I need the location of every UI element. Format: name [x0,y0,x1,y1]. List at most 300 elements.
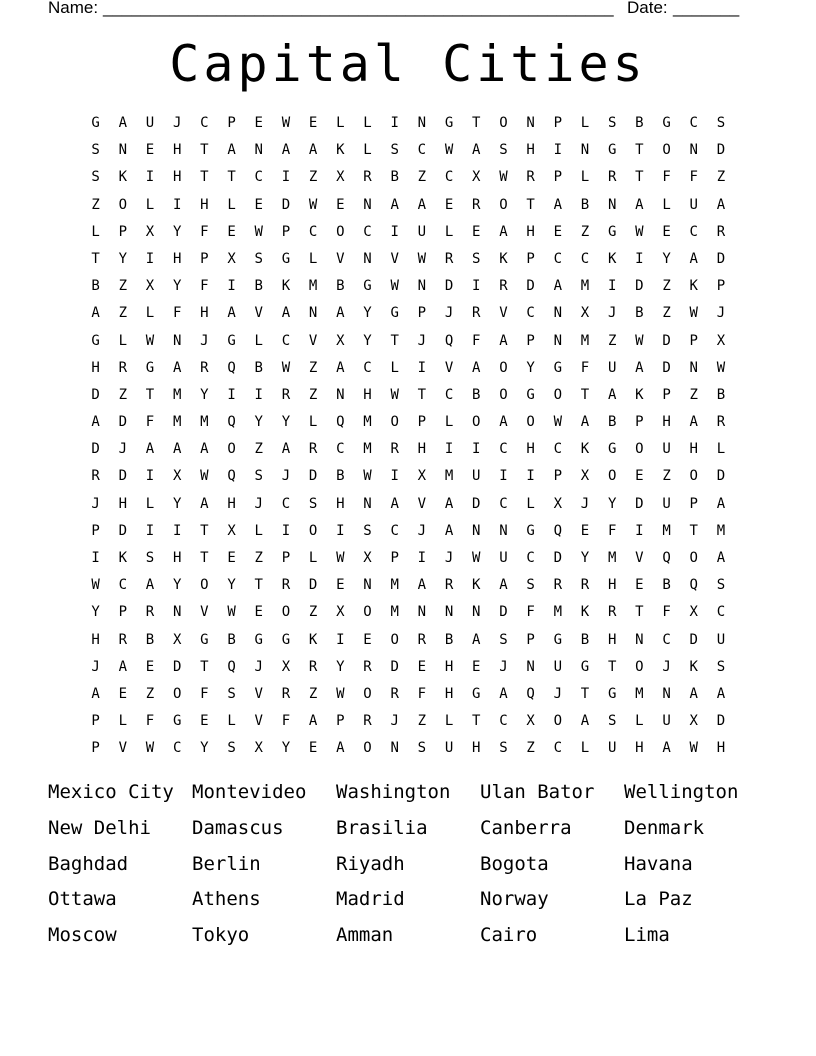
grid-letter: B [145,631,155,648]
grid-letter: H [200,196,209,213]
grid-letter: A [118,658,127,675]
grid-letter: A [227,305,236,322]
grid-letter: C [363,359,372,376]
grid-letter: N [553,305,562,322]
grid-row [82,436,742,463]
grid-letter: C [281,332,291,349]
grid-letter: Z [417,169,427,186]
grid-row [82,355,742,382]
grid-letter: S [254,250,263,267]
grid-letter: N [118,142,127,159]
grid-letter: N [363,577,372,594]
grid-letter: P [553,468,562,485]
grid-letter: X [281,658,291,675]
word-bank-item: Amman [336,924,394,947]
grid-row [82,409,742,436]
grid-letter: A [417,196,427,213]
grid-letter: I [281,169,291,186]
grid-letter: H [91,359,100,376]
grid-row [82,137,742,164]
grid-letter: J [254,495,263,512]
grid-letter: N [390,740,399,757]
grid-letter: U [553,658,562,675]
grid-letter: L [145,495,155,512]
grid-letter: O [172,685,182,702]
grid-letter: R [716,223,726,240]
grid-letter: O [553,713,562,730]
grid-letter: T [417,386,427,403]
grid-letter: I [635,250,644,267]
grid-letter: A [336,740,345,757]
grid-letter: L [254,332,263,349]
grid-letter: E [553,223,562,240]
grid-letter: R [200,359,209,376]
grid-letter: Y [662,250,671,267]
grid-letter: T [689,522,698,539]
grid-letter: Z [118,278,127,295]
grid-letter: P [91,522,100,539]
grid-letter: A [472,359,481,376]
grid-letter: H [227,495,236,512]
grid-letter: C [444,169,454,186]
grid-row [82,708,742,735]
grid-letter: G [91,332,100,349]
grid-letter: S [499,631,508,648]
word-bank-item: Baghdad [48,852,129,875]
word-bank-item: Ulan Bator [480,781,595,803]
grid-letter: W [363,468,372,485]
grid-letter: X [336,332,345,349]
grid-letter: O [336,223,345,240]
grid-letter: R [607,604,617,621]
word-bank-item: Damascus [192,816,284,839]
letter-grid [82,110,742,770]
name-label: Name: [48,0,99,17]
grid-letter: E [254,115,263,131]
grid-letter: R [580,577,590,594]
grid-letter: S [145,550,155,566]
grid-letter: J [118,441,127,458]
grid-letter: H [91,631,100,648]
grid-letter: O [363,740,372,757]
grid-letter: S [526,577,535,594]
word-bank-item: Wellington [624,781,739,803]
grid-letter: R [363,169,372,186]
grid-row [82,735,742,762]
grid-letter: A [580,713,590,730]
grid-letter: F [526,604,535,621]
grid-letter: S [417,740,427,757]
grid-letter: W [472,550,481,566]
grid-letter: I [553,142,562,159]
grid-letter: Z [254,441,263,458]
word-bank-item: Washington [336,781,451,803]
grid-letter: G [662,115,671,131]
grid-letter: E [635,577,644,594]
grid-letter: P [553,169,562,186]
grid-letter: V [254,685,263,702]
word-bank-item: Denmark [624,816,705,839]
grid-letter: L [444,414,454,431]
grid-letter: H [363,386,372,403]
grid-letter: I [336,522,345,539]
grid-letter: W [390,386,399,403]
grid-letter: A [281,441,291,458]
grid-letter: Y [363,332,372,349]
grid-letter: X [254,740,263,757]
grid-letter: C [499,441,508,458]
grid-letter: I [390,223,399,240]
grid-letter: J [254,658,263,675]
grid-letter: E [336,577,345,594]
grid-letter: E [417,658,427,675]
grid-letter: G [607,441,617,458]
word-bank-item: Tokyo [192,924,250,947]
grid-letter: I [390,115,399,131]
grid-letter: Z [254,550,263,566]
grid-letter: M [444,468,454,485]
grid-letter: A [281,305,291,322]
grid-row [82,545,742,572]
grid-letter: I [444,441,454,458]
grid-letter: O [689,468,698,485]
grid-letter: T [200,142,209,159]
grid-letter: Z [91,196,100,213]
grid-letter: M [200,414,209,431]
grid-letter: L [118,332,127,349]
grid-letter: O [499,359,508,376]
grid-letter: R [607,169,617,186]
grid-letter: K [689,658,698,675]
grid-letter: L [145,196,155,213]
grid-letter: Y [254,414,263,431]
grid-letter: E [662,223,671,240]
grid-letter: V [336,250,345,267]
grid-letter: B [635,305,644,322]
grid-letter: O [499,386,508,403]
grid-letter: T [200,522,209,539]
grid-letter: P [281,550,291,566]
grid-letter: A [91,685,100,702]
grid-letter: C [580,250,590,267]
grid-letter: Y [363,305,372,322]
word-bank-item: Cairo [480,924,538,947]
grid-letter: B [254,359,263,376]
grid-letter: A [308,142,318,159]
grid-letter: T [580,685,590,702]
grid-letter: Q [227,658,236,675]
grid-letter: E [308,740,318,757]
grid-letter: Q [227,414,236,431]
grid-letter: B [254,278,263,295]
grid-letter: G [390,305,399,322]
grid-letter: X [336,169,345,186]
grid-letter: H [635,740,644,757]
grid-letter: H [716,740,726,757]
grid-letter: P [635,414,644,431]
grid-letter: A [308,713,318,730]
grid-letter: P [227,115,236,131]
grid-letter: C [336,441,345,458]
grid-letter: J [580,495,590,512]
grid-letter: V [635,550,644,566]
grid-letter: F [417,685,427,702]
grid-letter: K [281,278,291,295]
grid-letter: Q [227,468,236,485]
grid-letter: B [580,631,590,648]
grid-letter: S [607,713,617,730]
grid-letter: I [227,386,236,403]
grid-letter: I [526,468,535,485]
grid-letter: A [227,142,236,159]
grid-letter: R [118,631,127,648]
grid-letter: C [689,115,698,131]
grid-letter: L [635,713,644,730]
grid-letter: D [308,577,318,594]
name-line: ______________________________________________________ [103,0,614,17]
grid-letter: E [200,713,209,730]
grid-letter: R [526,169,535,186]
grid-letter: I [472,441,481,458]
grid-letter: M [390,604,399,621]
grid-letter: W [91,577,100,594]
grid-letter: X [417,468,427,485]
grid-letter: N [635,631,644,648]
grid-letter: G [172,713,182,730]
grid-letter: F [200,223,209,240]
grid-letter: O [390,414,399,431]
word-bank-item: Athens [192,888,261,911]
grid-letter: A [607,386,617,403]
grid-letter: D [91,441,100,458]
grid-letter: U [662,495,671,512]
grid-letter: D [91,386,100,403]
grid-letter: G [363,278,372,295]
grid-letter: B [472,386,481,403]
grid-letter: W [635,332,644,349]
grid-letter: A [689,250,698,267]
grid-letter: I [417,359,427,376]
grid-letter: A [716,196,726,213]
grid-row [82,246,742,273]
grid-letter: M [635,685,644,702]
grid-letter: G [553,631,562,648]
word-bank-item: Madrid [336,888,405,911]
grid-letter: L [363,142,372,159]
grid-letter: H [689,441,698,458]
grid-letter: Y [200,740,209,757]
grid-letter: Y [172,223,182,240]
grid-letter: D [118,414,127,431]
grid-letter: H [336,495,345,512]
grid-letter: F [689,169,698,186]
grid-letter: D [716,713,726,730]
grid-letter: A [172,359,182,376]
grid-letter: M [580,332,590,349]
grid-letter: W [281,115,291,131]
word-bank-item: Havana [624,852,693,875]
grid-letter: A [716,495,726,512]
grid-letter: A [200,441,209,458]
grid-letter: P [91,740,100,757]
grid-letter: S [472,250,481,267]
grid-letter: X [336,604,345,621]
grid-letter: P [526,631,535,648]
grid-letter: I [254,386,263,403]
grid-letter: D [118,522,127,539]
grid-letter: D [635,495,644,512]
grid-letter: X [227,522,236,539]
grid-letter: M [172,386,182,403]
grid-letter: E [363,631,372,648]
grid-letter: F [200,278,209,295]
grid-letter: C [553,740,562,757]
grid-letter: X [145,278,155,295]
grid-letter: U [716,631,726,648]
grid-letter: O [526,414,535,431]
grid-letter: K [580,441,590,458]
grid-letter: J [417,332,427,349]
grid-letter: S [716,577,726,594]
grid-letter: X [689,713,698,730]
grid-letter: P [526,250,535,267]
grid-letter: V [254,713,263,730]
grid-letter: W [635,223,644,240]
grid-letter: T [580,386,590,403]
grid-letter: A [390,495,399,512]
grid-letter: G [472,685,481,702]
grid-letter: C [553,250,562,267]
grid-letter: W [145,332,155,349]
grid-letter: K [118,169,127,186]
grid-letter: A [689,414,698,431]
grid-letter: H [444,685,454,702]
grid-letter: D [118,468,127,485]
grid-letter: P [336,713,345,730]
grid-letter: A [716,550,726,566]
grid-letter: M [716,522,726,539]
grid-letter: K [118,550,127,566]
grid-letter: E [580,522,590,539]
grid-letter: W [200,468,209,485]
word-bank-item: Bogota [480,852,549,875]
grid-row [82,681,742,708]
grid-letter: S [227,685,236,702]
grid-row [82,192,742,219]
grid-letter: B [662,577,671,594]
grid-letter: A [635,196,644,213]
grid-letter: W [689,740,698,757]
grid-letter: W [336,685,345,702]
grid-letter: Y [91,604,100,621]
grid-row [82,654,742,681]
grid-letter: M [662,522,671,539]
grid-letter: U [444,740,454,757]
grid-letter: R [281,685,291,702]
grid-letter: R [281,577,291,594]
grid-letter: P [91,713,100,730]
grid-letter: R [145,604,155,621]
grid-letter: P [417,305,427,322]
grid-letter: V [417,495,427,512]
grid-letter: S [227,740,236,757]
grid-letter: S [254,468,263,485]
grid-letter: Z [308,359,318,376]
grid-letter: K [635,386,644,403]
grid-letter: R [363,658,372,675]
grid-letter: K [308,631,318,648]
grid-letter: Y [580,550,590,566]
grid-letter: D [716,468,726,485]
grid-letter: Z [662,468,671,485]
grid-letter: N [689,359,698,376]
grid-letter: A [499,223,508,240]
grid-letter: N [580,142,590,159]
grid-letter: A [499,332,508,349]
grid-letter: D [499,604,508,621]
grid-letter: U [662,441,671,458]
grid-letter: P [689,495,698,512]
grid-letter: A [662,740,671,757]
grid-letter: Z [526,740,535,757]
grid-letter: D [553,550,562,566]
grid-letter: N [172,332,182,349]
grid-letter: N [444,604,454,621]
word-bank-item: Brasilia [336,816,428,839]
grid-letter: H [118,495,127,512]
grid-letter: E [308,115,318,131]
grid-letter: D [390,658,399,675]
grid-letter: A [689,685,698,702]
grid-letter: O [499,115,508,131]
grid-letter: O [689,550,698,566]
grid-letter: P [689,332,698,349]
word-bank [48,776,768,955]
grid-letter: L [390,359,399,376]
grid-letter: P [716,278,726,295]
grid-row [82,627,742,654]
grid-letter: B [336,468,345,485]
grid-letter: Q [662,550,671,566]
grid-letter: Y [200,386,209,403]
grid-letter: W [308,196,318,213]
grid-letter: C [281,495,291,512]
grid-letter: X [172,631,182,648]
grid-letter: X [580,468,590,485]
grid-letter: W [145,740,155,757]
grid-letter: N [336,386,345,403]
grid-letter: Z [308,685,318,702]
grid-letter: Q [526,685,535,702]
grid-row [82,572,742,599]
grid-letter: A [553,278,562,295]
date-label: Date: [627,0,668,17]
grid-letter: E [444,196,454,213]
word-bank-item: La Paz [624,888,693,911]
grid-letter: N [472,522,481,539]
grid-letter: B [336,278,345,295]
grid-letter: L [308,414,318,431]
grid-letter: I [91,550,100,566]
grid-letter: P [662,386,671,403]
grid-letter: Z [145,685,155,702]
grid-letter: O [607,468,617,485]
grid-letter: Z [662,305,671,322]
grid-letter: P [390,550,399,566]
grid-letter: X [689,604,698,621]
grid-row [82,110,742,137]
grid-letter: W [336,550,345,566]
